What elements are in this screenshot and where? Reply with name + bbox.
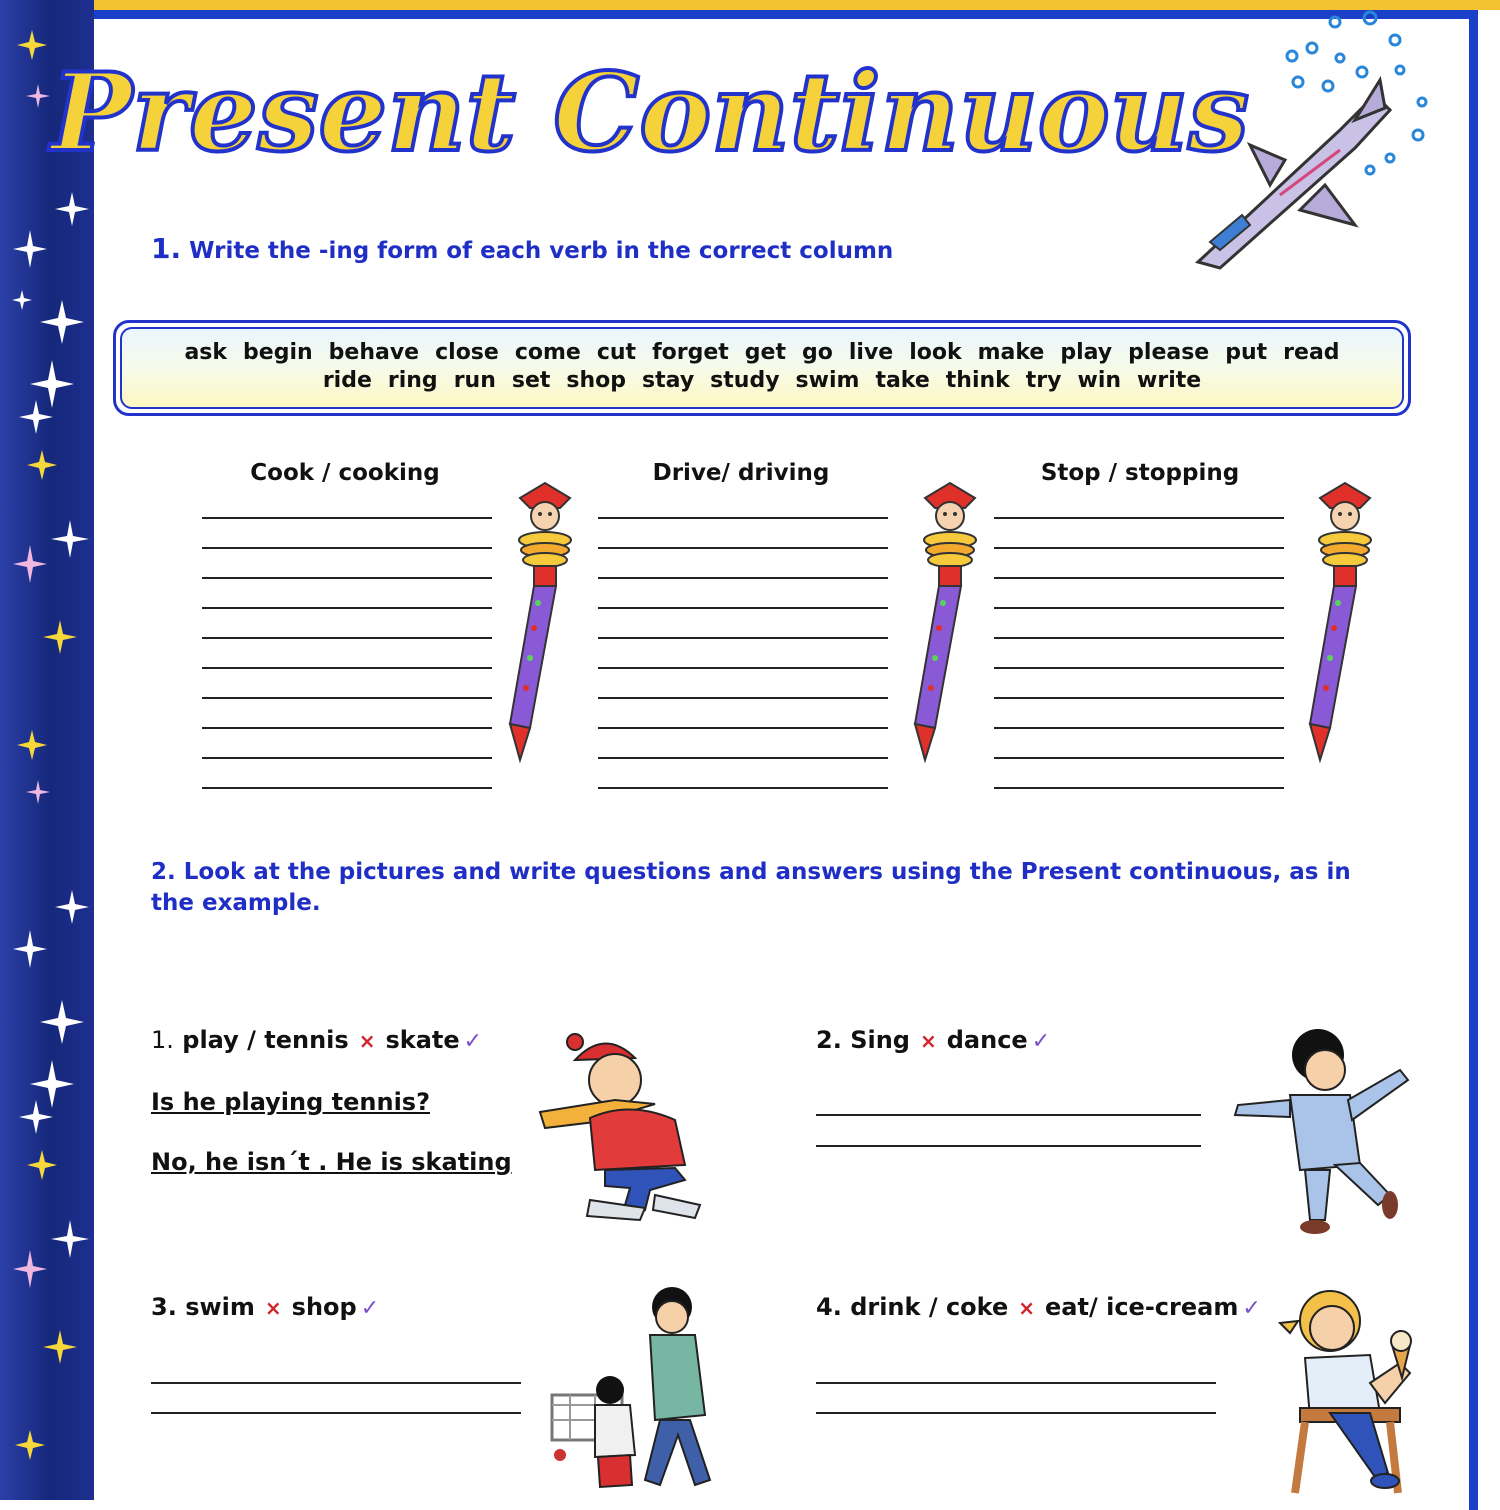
- verb-word: read: [1283, 340, 1340, 365]
- item-1-right: skate: [385, 1026, 460, 1054]
- column-heading-drive: Drive/ driving: [652, 460, 830, 486]
- verb-word: come: [514, 340, 581, 365]
- item-3-wrong: swim: [185, 1293, 255, 1321]
- check-icon: ✓: [1031, 1029, 1051, 1054]
- verb-word: ask: [184, 340, 228, 365]
- verb-word: cut: [596, 340, 637, 365]
- verb-word: stay: [642, 368, 695, 393]
- verb-word: put: [1225, 340, 1268, 365]
- verb-word: go: [801, 340, 833, 365]
- item-4-answer-line[interactable]: [816, 1410, 1216, 1414]
- top-border: [0, 0, 1500, 10]
- verb-word: try: [1025, 368, 1062, 393]
- verb-word: ride: [322, 368, 372, 393]
- answer-lines-stop[interactable]: [994, 489, 1284, 789]
- item-2-answer-line[interactable]: [816, 1112, 1201, 1116]
- skating-boy-image: [535, 1030, 705, 1229]
- item-1-wrong: play / tennis: [182, 1026, 349, 1054]
- item-3-answer-line[interactable]: [151, 1380, 521, 1384]
- verb-word: run: [453, 368, 496, 393]
- item-3-number: 3.: [151, 1293, 177, 1321]
- verb-word: begin: [243, 340, 313, 365]
- check-icon: ✓: [463, 1029, 483, 1054]
- exercise2-instruction: 2. Look at the pictures and write questions and answers using the Present continuous, as in the example.: [151, 859, 1351, 916]
- item-2-right: dance: [946, 1026, 1028, 1054]
- page-title: [50, 40, 1250, 180]
- verb-word: close: [435, 340, 499, 365]
- verb-row-1: [122, 339, 1402, 367]
- verb-word: live: [848, 340, 894, 365]
- verb-word: behave: [328, 340, 420, 365]
- item-4-number: 4.: [816, 1293, 842, 1321]
- check-icon: ✓: [1242, 1296, 1261, 1321]
- star-icon: [12, 30, 89, 1460]
- column-heading-stop: Stop / stopping: [1040, 460, 1240, 486]
- verb-word-box: [113, 320, 1411, 416]
- verb-word: look: [909, 340, 962, 365]
- title-text: Present Continuous: [50, 50, 1250, 176]
- verb-word: take: [875, 368, 930, 393]
- shopping-family-image: [540, 1285, 730, 1504]
- verb-word: ring: [387, 368, 438, 393]
- verb-word: get: [744, 340, 786, 365]
- item-2-number: 2.: [816, 1026, 842, 1054]
- item-4-wrong: drink / coke: [850, 1293, 1009, 1321]
- verb-word: shop: [566, 368, 627, 393]
- answer-lines-cook[interactable]: [202, 489, 492, 789]
- exercise1-instruction: Write the -ing form of each verb in the correct column: [189, 238, 894, 264]
- item-1-prompt: [151, 1026, 482, 1054]
- verb-word: swim: [795, 368, 860, 393]
- item-2-prompt: [816, 1026, 1050, 1054]
- cross-icon: ×: [358, 1029, 376, 1053]
- example-answer: No, he isn´t . He is skating: [151, 1148, 512, 1176]
- item-3-right: shop: [291, 1293, 357, 1321]
- verb-word: please: [1128, 340, 1210, 365]
- dancing-boy-image: [1230, 1025, 1420, 1244]
- verb-row-2: [122, 367, 1402, 395]
- item-4-prompt: [816, 1293, 1261, 1321]
- jester-pen-icon: [905, 478, 995, 768]
- column-heading-cook: Cook / cooking: [250, 460, 440, 486]
- item-3-prompt: [151, 1293, 379, 1321]
- starry-sidebar: [0, 0, 94, 1500]
- jet-plane-icon: [1180, 10, 1440, 275]
- verb-word: set: [511, 368, 551, 393]
- verb-word: forget: [652, 340, 729, 365]
- item-1-number: 1.: [151, 1026, 174, 1054]
- item-2-wrong: Sing: [850, 1026, 910, 1054]
- cross-icon: ×: [264, 1296, 282, 1320]
- item-4-right: eat/ ice-cream: [1045, 1293, 1239, 1321]
- verb-word: make: [977, 340, 1045, 365]
- check-icon: ✓: [360, 1296, 380, 1321]
- exercise1-number: 1.: [151, 232, 182, 265]
- cross-icon: ×: [1018, 1296, 1036, 1320]
- item-2-answer-line[interactable]: [816, 1143, 1201, 1147]
- item-3-answer-line[interactable]: [151, 1410, 521, 1414]
- crescent-moon-icon: [14, 758, 62, 854]
- verb-word: win: [1077, 368, 1122, 393]
- answer-lines-drive[interactable]: [598, 489, 888, 789]
- verb-word: write: [1137, 368, 1202, 393]
- item-4-answer-line[interactable]: [816, 1380, 1216, 1384]
- verb-word: study: [710, 368, 780, 393]
- cross-icon: ×: [919, 1029, 937, 1053]
- girl-eating-ice-cream-image: [1270, 1283, 1440, 1502]
- crescent-moon-icon: [5, 1460, 45, 1510]
- exercise1-heading: [151, 232, 893, 265]
- example-question: Is he playing tennis?: [151, 1088, 430, 1116]
- verb-word: think: [945, 368, 1010, 393]
- jester-pen-icon: [500, 478, 590, 768]
- jester-pen-icon: [1300, 478, 1390, 768]
- verb-word: play: [1060, 340, 1113, 365]
